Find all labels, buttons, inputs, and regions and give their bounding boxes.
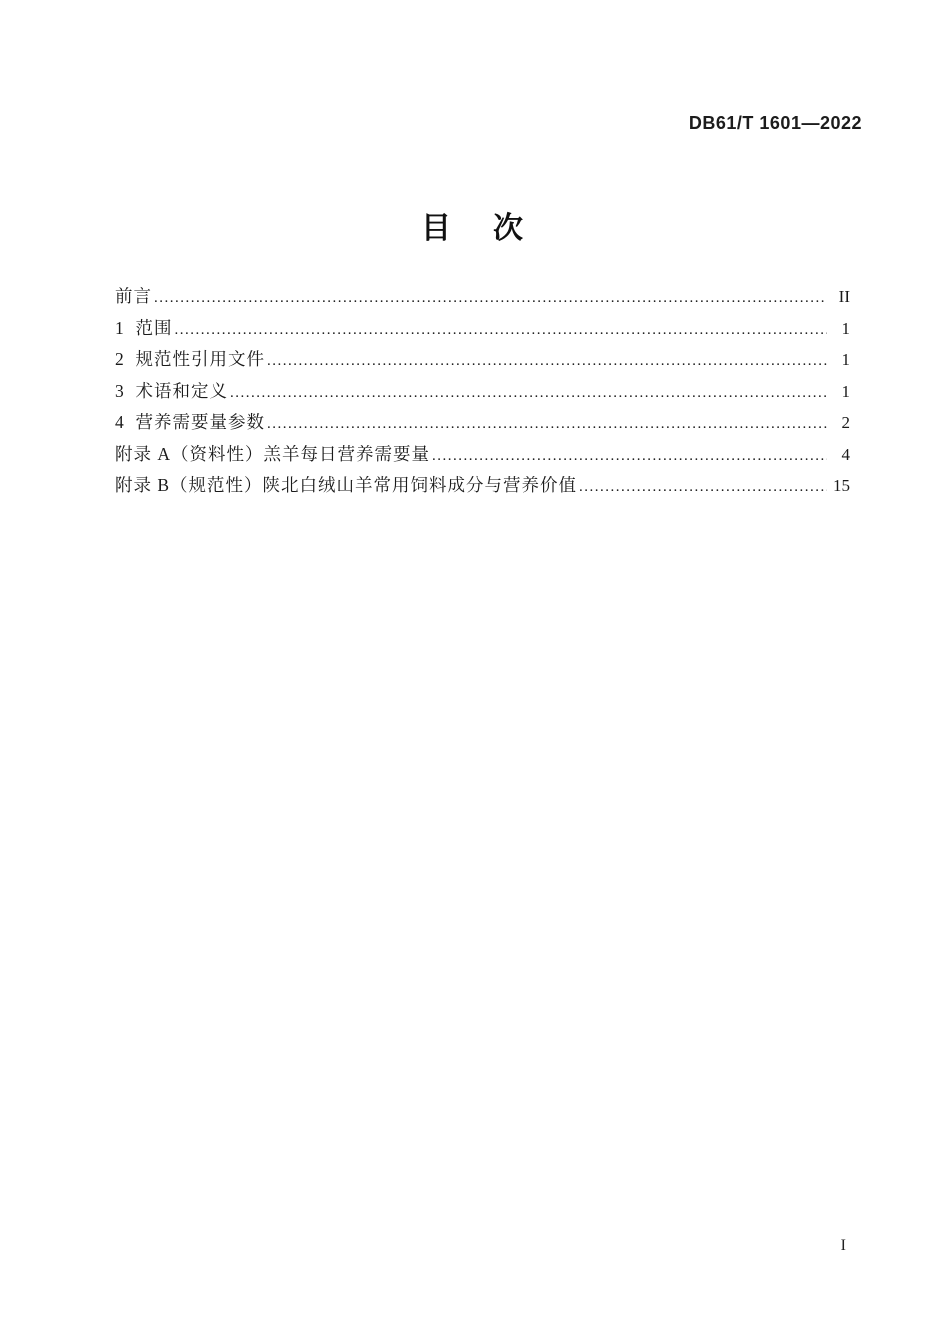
toc-entry-page: 1 [841,350,850,369]
toc-entry-page: 4 [841,444,850,464]
page-title: 目 次 [421,212,529,245]
toc-leader-dots [579,479,827,496]
toc-entry [115,346,850,378]
toc-entry [115,472,850,504]
toc-entry [115,409,850,441]
toc-entry-label: 前言 [115,286,152,306]
toc-entry [115,283,850,315]
table-of-contents [115,283,850,504]
toc-entry-page: 15 [833,476,850,495]
toc-entry [115,315,850,347]
toc-entry-label: 1 范围 [115,317,173,338]
toc-entry [115,378,850,410]
toc-leader-dots [267,353,827,370]
toc-leader-dots [154,290,827,307]
toc-entry-label: 3 术语和定义 [115,380,228,401]
toc-entry-page: 2 [841,413,850,432]
toc-entry-page: 1 [841,381,850,401]
toc-entry [115,441,850,473]
toc-entry-label: 4 营养需要量参数 [115,412,265,432]
toc-entry-page: 1 [841,318,850,338]
toc-entry-label: 附录 A（资料性）羔羊每日营养需要量 [115,443,431,464]
standard-code-header: DB61/T 1601—2022 [688,113,862,133]
toc-leader-dots [432,448,827,465]
toc-leader-dots [175,322,828,339]
toc-leader-dots [267,416,827,433]
toc-leader-dots [230,385,827,402]
toc-entry-label: 2 规范性引用文件 [115,349,265,369]
toc-entry-label: 附录 B（规范性）陕北白绒山羊常用饲料成分与营养价值 [115,475,578,495]
footer-page-number: I [840,1237,846,1254]
toc-entry-page: II [838,287,850,306]
